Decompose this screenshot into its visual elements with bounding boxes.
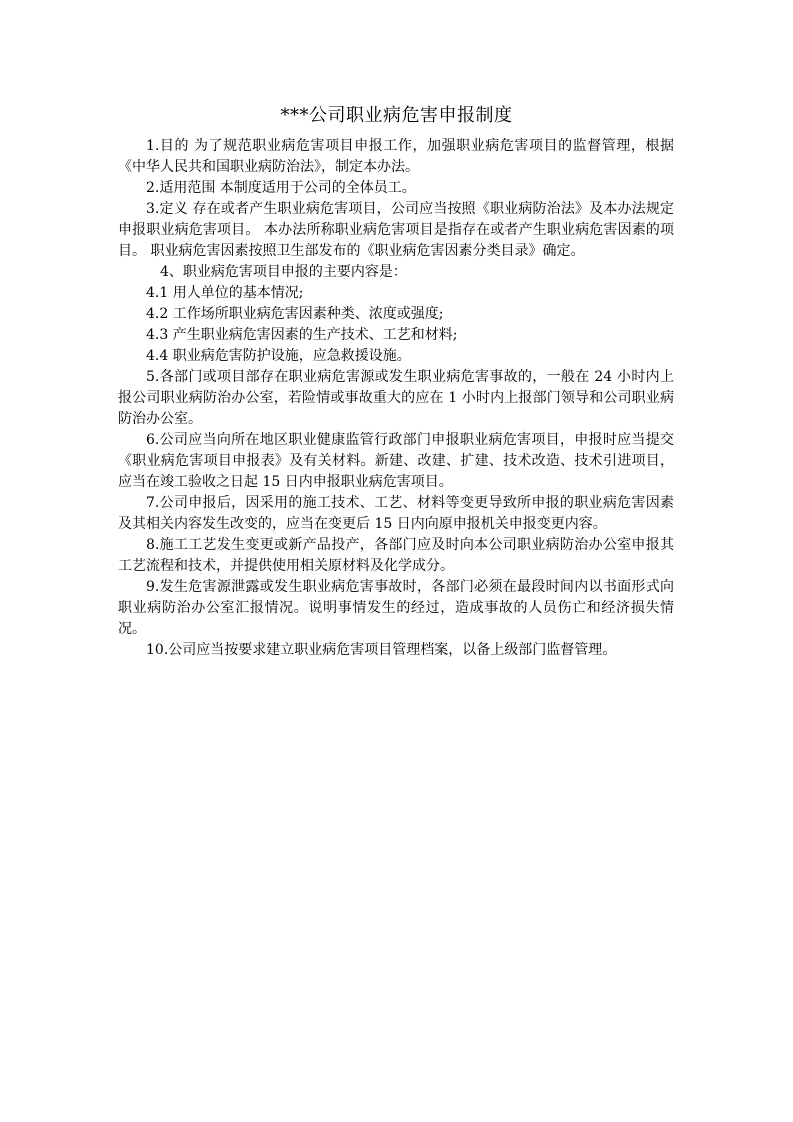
paragraph-reporting: 5.各部门或项目部存在职业病危害源或发生职业病危害事故的，一般在 24 小时内上报公司职业病防治办公室，若险情或事故重大的应在 1 小时内上报部门领导和公司职业病防治办公室。 bbox=[118, 369, 674, 427]
paragraph-purpose: 1.目的 为了规范职业病危害项目申报工作，加强职业病危害项目的监督管理，根据《中华人民共和国职业病防治法》，制定本办法。 bbox=[118, 138, 674, 175]
list-item-4-4: 4.4 职业病危害防护设施，应急救援设施。 bbox=[146, 348, 411, 364]
paragraph-incident: 9.发生危害源泄露或发生职业病危害事故时，各部门必须在最段时间内以书面形式向职业病防治办公室汇报情况。说明事情发生的经过，造成事故的人员伤亡和经济损失情况。 bbox=[118, 579, 674, 637]
paragraph-archive: 10.公司应当按要求建立职业病危害项目管理档案，以备上级部门监督管理。 bbox=[146, 642, 617, 658]
paragraph-submission: 6.公司应当向所在地区职业健康监管行政部门申报职业病危害项目，申报时应当提交《职业病危害项目申报表》及有关材料。新建、改建、扩建、技术改造、技术引进项目，应当在竣工验收之日起 15 日内申报职业病危害项目。 bbox=[118, 432, 674, 490]
list-item-4-1: 4.1 用人单位的基本情况; bbox=[146, 285, 304, 301]
document-body bbox=[118, 136, 674, 661]
paragraph-declaration-content: 4、职业病危害项目申报的主要内容是： bbox=[160, 264, 407, 280]
document-title: ***公司职业病危害申报制度 bbox=[280, 105, 513, 126]
paragraph-definition: 3.定义 存在或者产生职业病危害项目，公司应当按照《职业病防治法》及本办法规定申报职业病危害项目。 本办法所称职业病危害项目是指存在或者产生职业病危害因素的项目。 职业病危害因素按照卫生部发布的《职业病危害因素分类目录》确定。 bbox=[118, 201, 674, 259]
list-item-4-2: 4.2 工作场所职业病危害因素种类、浓度或强度; bbox=[146, 306, 444, 322]
paragraph-changes: 7.公司申报后，因采用的施工技术、工艺、材料等变更导致所申报的职业病危害因素及其相关内容发生改变的，应当在变更后 15 日内向原申报机关申报变更内容。 bbox=[118, 495, 674, 532]
paragraph-scope: 2.适用范围 本制度适用于公司的全体员工。 bbox=[146, 180, 416, 196]
list-item-4-3: 4.3 产生职业病危害因素的生产技术、工艺和材料; bbox=[146, 327, 458, 343]
paragraph-process-change: 8.施工工艺发生变更或新产品投产，各部门应及时向本公司职业病防治办公室申报其工艺流程和技术，并提供使用相关原材料及化学成分。 bbox=[118, 537, 674, 574]
